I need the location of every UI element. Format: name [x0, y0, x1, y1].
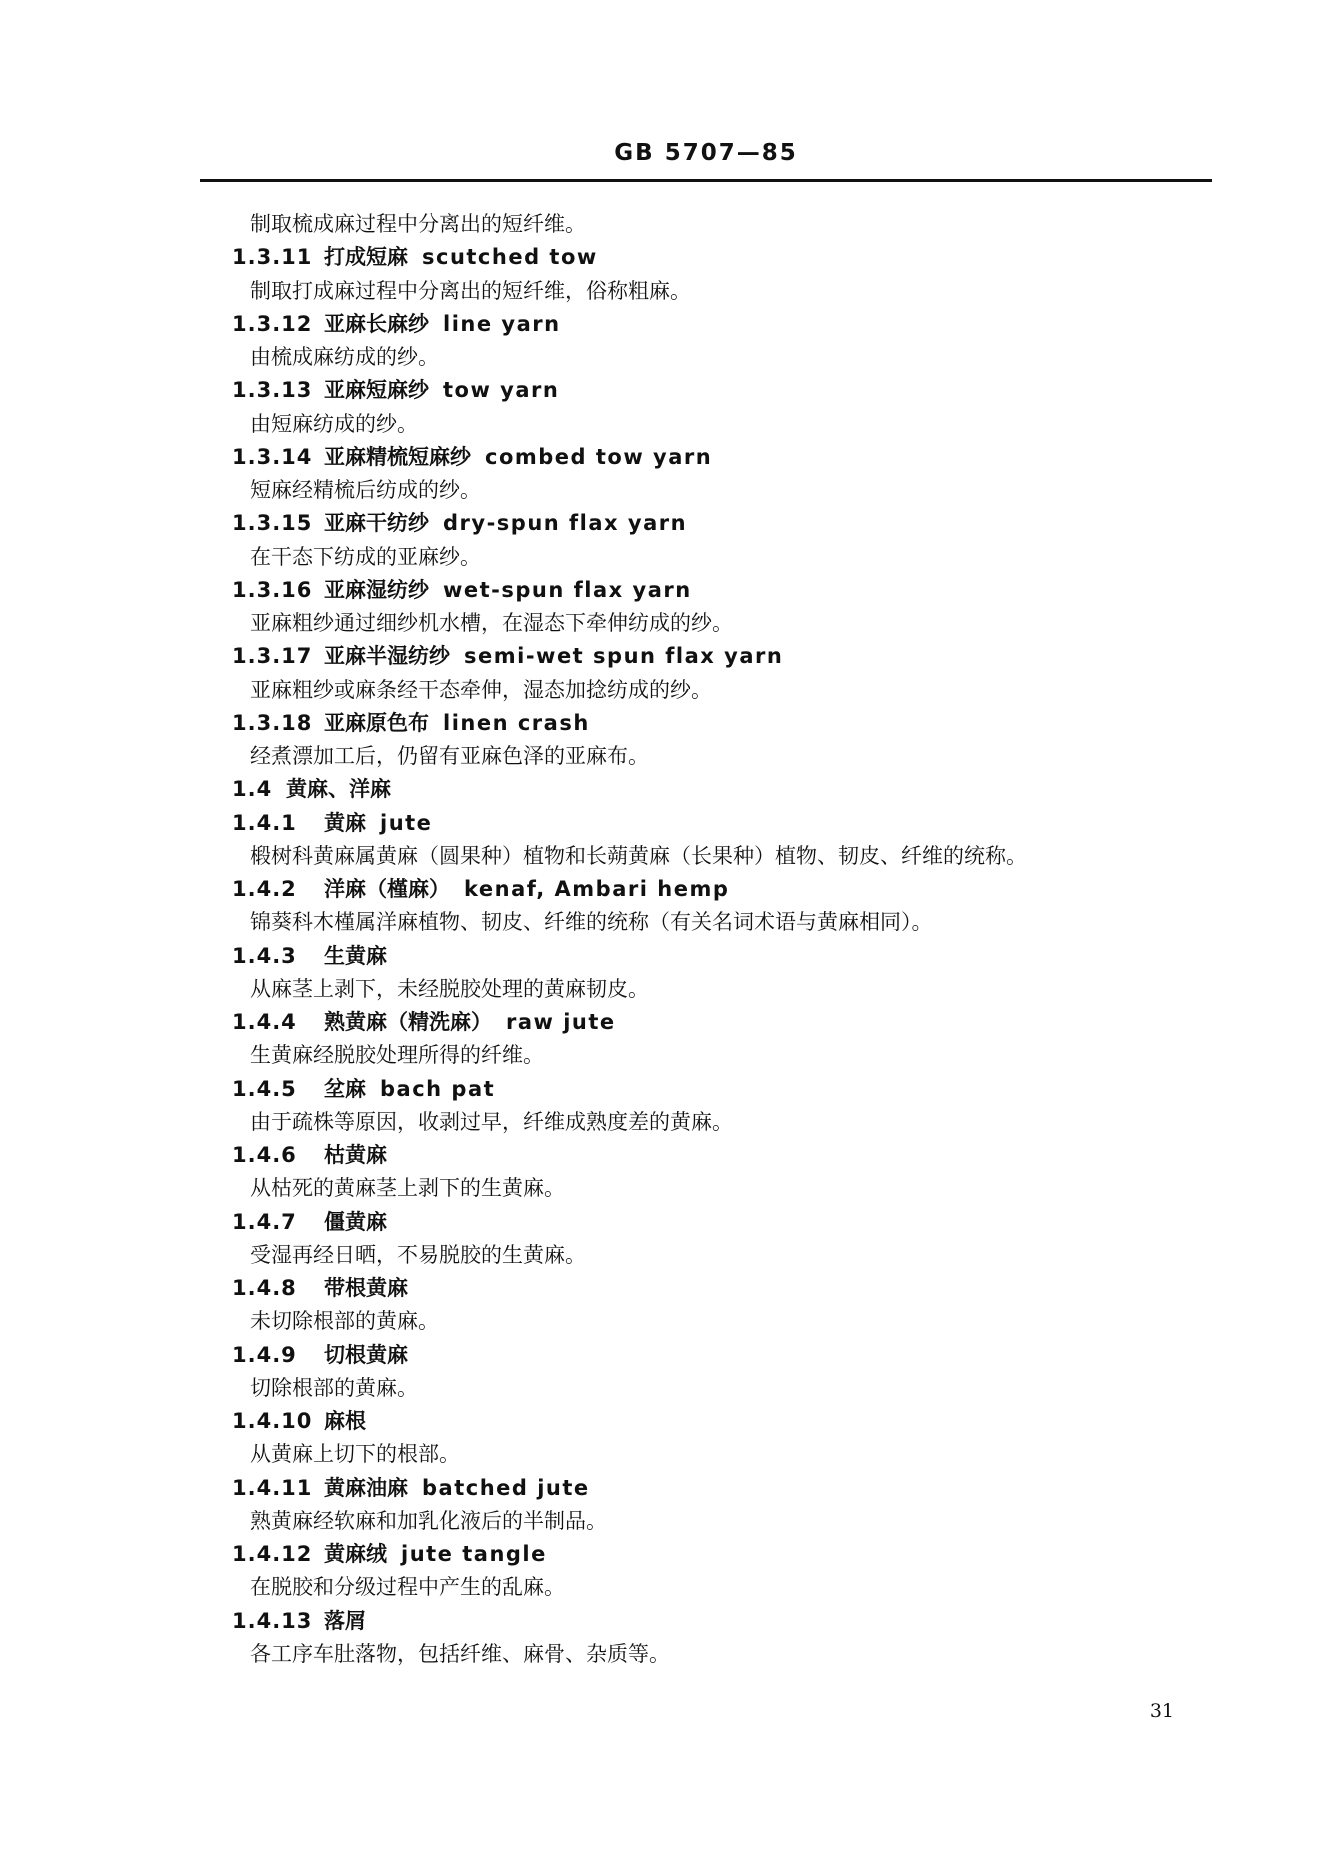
term-chinese: 打成短麻 — [324, 245, 408, 270]
definition-text: 各工序车肚落物，包括纤维、麻骨、杂质等。 — [250, 1641, 670, 1666]
term-english: line yarn — [443, 311, 561, 336]
document-header: GB 5707—85 — [614, 140, 798, 166]
term-number: 1.3.15 — [232, 511, 313, 536]
term-number: 1.4.10 — [232, 1409, 313, 1433]
term-chinese: 亚麻短麻纱 — [324, 378, 429, 403]
term-heading — [232, 1006, 1172, 1039]
term-chinese: 黄麻油麻 — [324, 1475, 408, 1500]
term-number: 1.3.18 — [232, 710, 313, 735]
term-chinese: 亚麻精梳短麻纱 — [324, 444, 471, 469]
definition-text: 制取梳成麻过程中分离出的短纤维。 — [250, 212, 586, 236]
term-heading — [232, 940, 1172, 973]
definition-text: 制取打成麻过程中分离出的短纤维，俗称粗麻。 — [250, 278, 691, 303]
term-number: 1.3.14 — [232, 444, 313, 469]
term-chinese: 亚麻干纺纱 — [324, 511, 429, 536]
definition-text: 短麻经精梳后纺成的纱。 — [250, 478, 481, 502]
term-heading — [232, 1272, 1172, 1305]
term-chinese: 僵黄麻 — [324, 1209, 387, 1234]
term-chinese: 洋麻（槿麻） — [324, 877, 450, 901]
term-chinese: 亚麻原色布 — [324, 710, 429, 735]
term-english: batched jute — [422, 1475, 590, 1500]
term-number: 1.4.7 — [232, 1209, 297, 1234]
term-chinese: 黄麻、洋麻 — [286, 777, 391, 802]
term-heading — [232, 574, 1172, 607]
term-english: semi-wet spun flax yarn — [464, 644, 784, 669]
term-heading — [232, 640, 1172, 673]
page-number: 31 — [1149, 1700, 1174, 1722]
term-number: 1.4.9 — [232, 1342, 297, 1367]
term-heading — [232, 1405, 1172, 1438]
document-body — [232, 208, 1172, 1671]
term-heading — [232, 773, 1172, 806]
term-heading — [232, 1073, 1172, 1106]
term-number: 1.3.11 — [232, 245, 313, 270]
definition-text: 经煮漂加工后，仍留有亚麻色泽的亚麻布。 — [250, 744, 649, 768]
term-number: 1.4.3 — [232, 943, 297, 968]
term-heading — [232, 873, 1172, 906]
term-heading — [232, 507, 1172, 540]
term-heading — [232, 441, 1172, 474]
definition-text: 在干态下纺成的亚麻纱。 — [250, 544, 481, 569]
term-heading — [232, 241, 1172, 274]
definition-text: 切除根部的黄麻。 — [250, 1375, 418, 1400]
definition-text: 由短麻纺成的纱。 — [250, 411, 418, 436]
term-chinese: 带根黄麻 — [324, 1276, 408, 1300]
term-heading — [232, 807, 1172, 840]
term-english: kenaf, Ambari hemp — [464, 877, 730, 901]
term-english: wet-spun flax yarn — [443, 577, 692, 602]
definition-text: 椴树科黄麻属黄麻（圆果种）植物和长蒴黄麻（长果种）植物、韧皮、纤维的统称。 — [250, 843, 1027, 868]
term-chinese: 切根黄麻 — [324, 1342, 408, 1367]
term-english: combed tow yarn — [485, 444, 713, 469]
definition-text: 从麻茎上剥下，未经脱胶处理的黄麻韧皮。 — [250, 976, 649, 1001]
term-chinese: 落屑 — [324, 1608, 366, 1633]
term-number: 1.4.13 — [232, 1608, 313, 1633]
term-heading — [232, 308, 1172, 341]
definition-text: 生黄麻经脱胶处理所得的纤维。 — [250, 1043, 544, 1068]
term-number: 1.4.12 — [232, 1542, 313, 1566]
definition-text: 亚麻粗纱通过细纱机水槽，在湿态下牵伸纺成的纱。 — [250, 611, 733, 635]
term-chinese: 亚麻长麻纱 — [324, 311, 429, 336]
term-chinese: 亚麻半湿纺纱 — [324, 644, 450, 669]
term-english: jute tangle — [401, 1542, 547, 1566]
term-heading — [232, 1472, 1172, 1505]
term-number: 1.4.4 — [232, 1010, 297, 1034]
definition-text: 由梳成麻纺成的纱。 — [250, 345, 439, 369]
term-english: bach pat — [380, 1076, 496, 1101]
term-heading — [232, 1605, 1172, 1638]
term-number: 1.4.6 — [232, 1143, 297, 1167]
definition-text: 亚麻粗纱或麻条经干态牵伸，湿态加捻纺成的纱。 — [250, 677, 712, 702]
term-english: raw jute — [506, 1010, 616, 1034]
term-heading — [232, 707, 1172, 740]
term-number: 1.3.13 — [232, 378, 313, 403]
definition-text: 锦葵科木槿属洋麻植物、韧皮、纤维的统称（有关名词术语与黄麻相同）。 — [250, 910, 933, 935]
term-number: 1.4.1 — [232, 810, 297, 835]
term-number: 1.3.12 — [232, 311, 313, 336]
definition-text: 未切除根部的黄麻。 — [250, 1309, 439, 1334]
term-english: tow yarn — [443, 378, 560, 403]
term-number: 1.3.16 — [232, 577, 313, 602]
term-chinese: 生黄麻 — [324, 943, 387, 968]
term-chinese: 麻根 — [324, 1409, 366, 1433]
definition-text: 从黄麻上切下的根部。 — [250, 1442, 460, 1467]
definition-text: 在脱胶和分级过程中产生的乱麻。 — [250, 1575, 565, 1600]
term-chinese: 黄麻绒 — [324, 1542, 387, 1566]
term-english: jute — [380, 810, 433, 835]
term-heading — [232, 1538, 1172, 1571]
header-rule — [200, 179, 1212, 182]
term-heading — [232, 374, 1172, 407]
term-english: scutched tow — [422, 245, 598, 270]
term-chinese: 亚麻湿纺纱 — [324, 577, 429, 602]
term-chinese: 熟黄麻（精洗麻） — [324, 1010, 492, 1034]
term-heading — [232, 1206, 1172, 1239]
term-english: linen crash — [443, 710, 590, 735]
definition-text: 由于疏株等原因，收剥过早，纤维成熟度差的黄麻。 — [250, 1109, 733, 1134]
definition-text: 从枯死的黄麻茎上剥下的生黄麻。 — [250, 1176, 565, 1201]
term-heading — [232, 1139, 1172, 1172]
term-number: 1.4 — [232, 777, 273, 802]
term-heading — [232, 1339, 1172, 1372]
term-number: 1.4.2 — [232, 877, 297, 901]
term-number: 1.4.5 — [232, 1076, 297, 1101]
definition-text: 熟黄麻经软麻和加乳化液后的半制品。 — [250, 1508, 607, 1533]
term-number: 1.4.8 — [232, 1276, 297, 1300]
term-chinese: 枯黄麻 — [324, 1143, 387, 1167]
term-english: dry-spun flax yarn — [443, 511, 688, 536]
term-chinese: 坌麻 — [324, 1076, 366, 1101]
definition-text: 受湿再经日晒，不易脱胶的生黄麻。 — [250, 1242, 586, 1267]
term-chinese: 黄麻 — [324, 810, 366, 835]
term-number: 1.4.11 — [232, 1475, 313, 1500]
term-number: 1.3.17 — [232, 644, 313, 669]
